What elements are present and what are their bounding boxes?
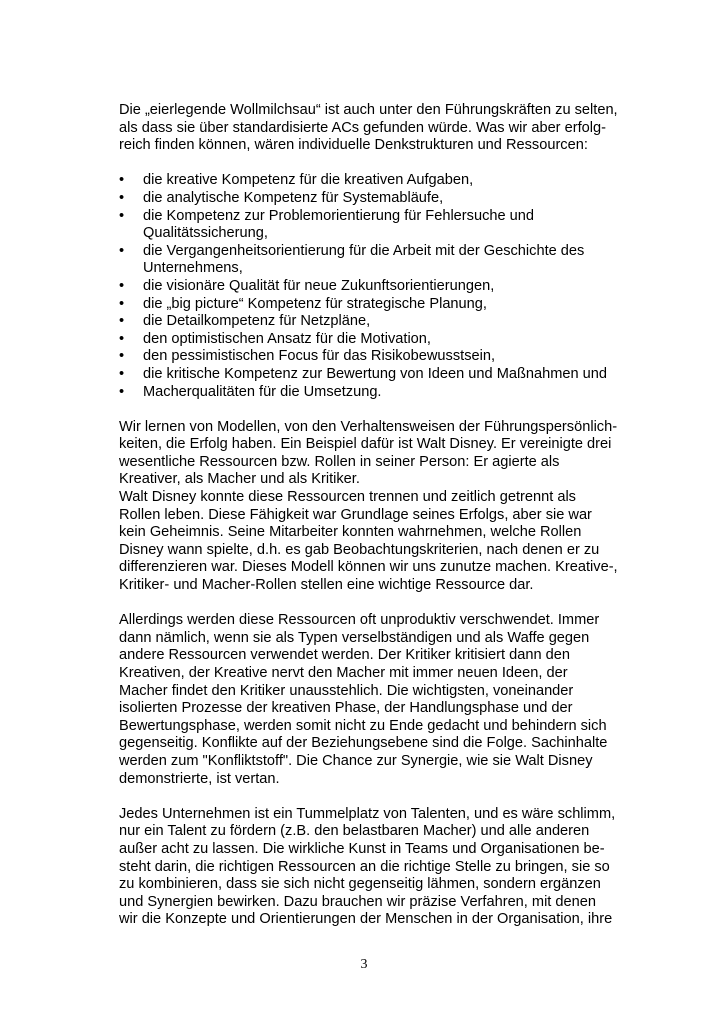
text-line: Kreativen, der Kreative nervt den Macher mit immer neuen Ideen, der xyxy=(119,665,568,681)
text-line: demonstrierte, ist vertan. xyxy=(119,770,280,787)
text-line: Rollen leben. Diese Fähigkeit war Grundlage seines Erfolgs, aber sie war xyxy=(119,506,592,523)
text-line: Walt Disney konnte diese Ressourcen trennen und zeitlich getrennt als xyxy=(119,489,576,506)
list-item xyxy=(119,278,629,296)
text-line: reich finden können, wären individuelle Denkstrukturen und Ressourcen: xyxy=(119,137,588,154)
text-line: als dass sie über standardisierte ACs gefunden würde. Was wir aber erfolg- xyxy=(119,119,606,136)
list-item-text: die Kompetenz zur Problemorientierung für Fehlersuche und xyxy=(143,207,535,224)
list-item-text: den optimistischen Ansatz für die Motivation, xyxy=(143,330,431,347)
intro-paragraph xyxy=(119,102,629,155)
text-line: wir die Konzepte und Orientierungen der Menschen in der Organisation, ihre xyxy=(119,911,613,928)
list-item xyxy=(119,190,629,208)
bullet-icon: • xyxy=(119,242,125,259)
text-line: nur ein Talent zu fördern (z.B. den belastbaren Macher) und alle anderen xyxy=(119,823,590,840)
list-item xyxy=(119,243,629,278)
text-line: kein Geheimnis. Seine Mitarbeiter konnten wahrnehmen, welche Rollen xyxy=(119,524,582,541)
disney-paragraph xyxy=(119,419,629,595)
list-item-text: die „big picture“ Kompetenz für strategische Planung, xyxy=(143,295,487,312)
text-line: außer acht zu lassen. Die wirkliche Kunst in Teams und Organisationen be- xyxy=(119,840,605,857)
list-item-text: Qualitätssicherung, xyxy=(143,225,268,242)
bullet-icon: • xyxy=(119,348,125,365)
text-line: andere Ressourcen verwendet werden. Der Kritiker kritisiert dann den xyxy=(119,647,571,664)
text-line: isolierten Prozesse der kreativen Phase, der Handlungsphase und der xyxy=(119,700,573,717)
bullet-icon: • xyxy=(119,313,125,330)
list-item-text: die kritische Kompetenz zur Bewertung von Ideen und Maßnahmen und xyxy=(143,365,608,382)
list-item-text: die kreative Kompetenz für die kreativen Aufgaben, xyxy=(143,172,474,189)
text-line: zu kombinieren, dass sie sich nicht gegenseitig lähmen, sondern ergänzen xyxy=(119,876,601,893)
text-line: keiten, die Erfolg haben. Ein Beispiel dafür ist Walt Disney. Er vereinigte drei xyxy=(119,436,612,453)
text-line: gegenseitig. Konflikte auf der Beziehungsebene sind die Folge. Sachinhalte xyxy=(119,735,608,752)
list-item xyxy=(119,348,629,366)
list-item-text: den pessimistischen Focus für das Risikobewusstsein, xyxy=(143,348,496,365)
document-page xyxy=(119,102,629,947)
list-item xyxy=(119,366,629,384)
text-line: Wir lernen von Modellen, von den Verhaltensweisen der Führungspersönlich- xyxy=(119,418,618,435)
company-talent-paragraph xyxy=(119,806,629,929)
list-item-text: die Detailkompetenz für Netzpläne, xyxy=(143,313,371,330)
bullet-icon: • xyxy=(119,295,125,312)
competence-list xyxy=(119,172,629,401)
text-line: dann nämlich, wenn sie als Typen verselbständigen und als Waffe gegen xyxy=(119,629,590,646)
text-line: Macher findet den Kritiker unausstehlich. Die wichtigsten, voneinander xyxy=(119,682,574,699)
text-line: wesentliche Ressourcen bzw. Rollen in seiner Person: Er agierte als xyxy=(119,453,560,470)
text-line: Kritiker- und Macher-Rollen stellen eine wichtige Ressource dar. xyxy=(119,577,534,594)
text-line: differenzieren war. Dieses Modell können wir uns zunutze machen. Kreative-, xyxy=(119,559,618,576)
text-line: Bewertungsphase, werden somit nicht zu Ende gedacht und behindern sich xyxy=(119,717,607,734)
list-item-text: die visionäre Qualität für neue Zukunftsorientierungen, xyxy=(143,277,495,294)
list-item xyxy=(119,331,629,349)
text-line: werden zum "Konfliktstoff". Die Chance zur Synergie, wie sie Walt Disney xyxy=(119,752,593,769)
text-line: Disney wann spielte, d.h. es gab Beobachtungskriterien, nach denen er zu xyxy=(119,541,600,558)
list-item xyxy=(119,384,629,402)
list-item xyxy=(119,172,629,190)
list-item-text: die analytische Kompetenz für Systemabläufe, xyxy=(143,189,444,206)
list-item-text: Unternehmens, xyxy=(143,260,243,277)
text-line: und Synergien bewirken. Dazu brauchen wir präzise Verfahren, mit denen xyxy=(119,893,596,910)
bullet-icon: • xyxy=(119,365,125,382)
text-line: Kreativer, als Macher und als Kritiker. xyxy=(119,471,360,488)
list-item xyxy=(119,313,629,331)
bullet-icon: • xyxy=(119,172,125,189)
text-line: steht darin, die richtigen Ressourcen an die richtige Stelle zu bringen, sie so xyxy=(119,858,610,875)
bullet-icon: • xyxy=(119,277,125,294)
bullet-icon: • xyxy=(119,383,125,400)
list-item xyxy=(119,296,629,314)
text-line: Allerdings werden diese Ressourcen oft unproduktiv verschwendet. Immer xyxy=(119,612,600,629)
text-line: Die „eierlegende Wollmilchsau“ ist auch unter den Führungskräften zu selten, xyxy=(119,102,618,118)
list-item-text: die Vergangenheitsorientierung für die Arbeit mit der Geschichte des xyxy=(143,242,585,259)
bullet-icon: • xyxy=(119,330,125,347)
list-item-text: Macherqualitäten für die Umsetzung. xyxy=(143,383,382,400)
bullet-icon: • xyxy=(119,207,125,224)
list-item xyxy=(119,208,629,243)
page-number: 3 xyxy=(360,957,368,972)
text-line: Jedes Unternehmen ist ein Tummelplatz von Talenten, und es wäre schlimm, xyxy=(119,805,616,822)
bullet-icon: • xyxy=(119,189,125,206)
resource-waste-paragraph xyxy=(119,612,629,788)
